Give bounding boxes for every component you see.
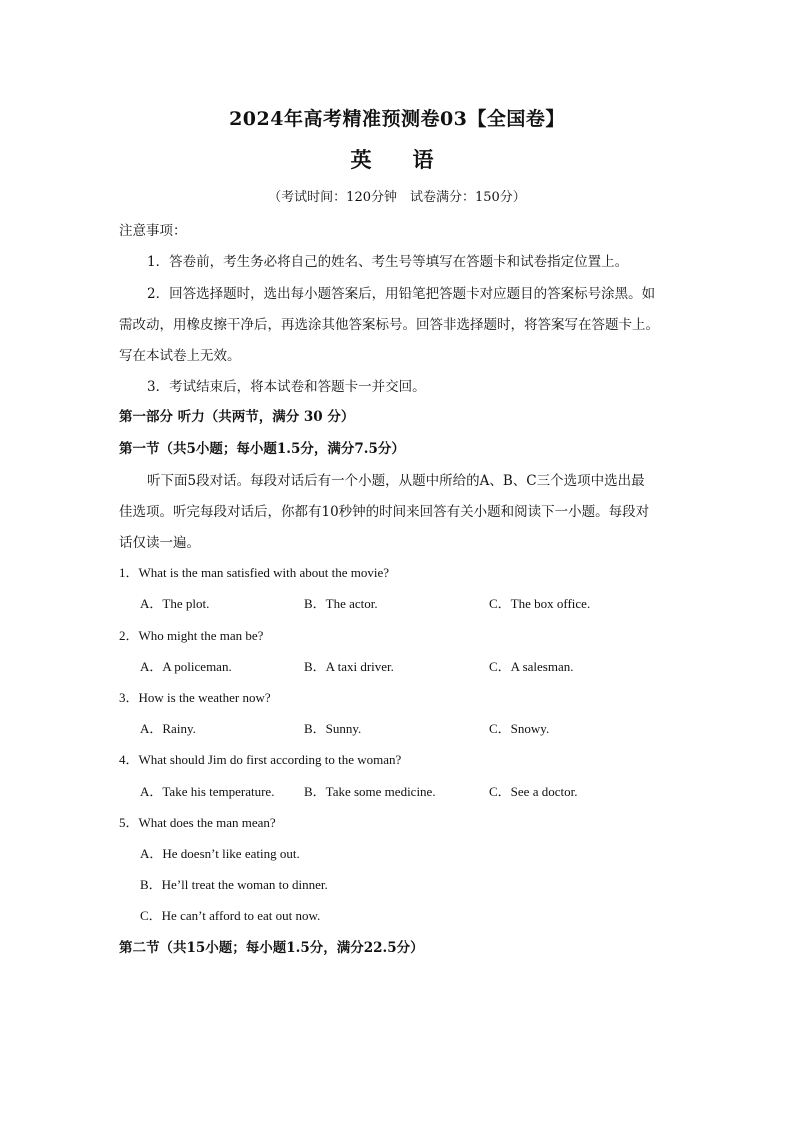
question-stem: 5．What does the man mean?: [119, 815, 276, 830]
note-item-1: 1．答卷前，考生务必将自己的姓名、考生号等填写在答题卡和试卷指定位置上。: [147, 254, 629, 270]
section1-heading: 第一节（共5小题；每小题1.5分，满分7.5分）: [119, 441, 405, 457]
option-a: A．Rainy.: [140, 721, 196, 736]
exam-info: （考试时间：120分钟 试卷满分：150分）: [268, 190, 526, 205]
subject-title: 英 语: [350, 147, 444, 172]
option-c: C．He can’t afford to eat out now.: [140, 908, 321, 923]
note-item-2-line-3: 写在本试卷上无效。: [119, 348, 241, 364]
option-b: B．A taxi driver.: [304, 659, 394, 674]
section2-heading: 第二节（共15小题；每小题1.5分，满分22.5分）: [119, 940, 424, 956]
option-c: C．A salesman.: [489, 659, 574, 674]
option-b: B．Sunny.: [304, 721, 362, 736]
question-stem: 1．What is the man satisfied with about the movie?: [119, 565, 390, 580]
instructions-line-2: 佳选项。听完每段对话后，你都有10秒钟的时间来回答有关小题和阅读下一小题。每段对: [119, 504, 650, 520]
option-a: A．Take his temperature.: [140, 784, 275, 799]
part1-heading: 第一部分 听力（共两节，满分 30 分）: [119, 409, 355, 425]
option-a: A．A policeman.: [140, 659, 232, 674]
question-stem: 2．Who might the man be?: [119, 628, 264, 643]
option-b: B．He’ll treat the woman to dinner.: [140, 877, 328, 892]
option-c: C．Snowy.: [489, 721, 550, 736]
option-c: C．The box office.: [489, 596, 591, 611]
exam-title: 2024年高考精准预测卷03【全国卷】: [229, 108, 565, 130]
option-b: B．Take some medicine.: [304, 784, 436, 799]
question-stem: 4．What should Jim do first according to the woman?: [119, 752, 402, 767]
option-a: A．The plot.: [140, 596, 210, 611]
option-b: B．The actor.: [304, 596, 378, 611]
note-item-2-line-2: 需改动，用橡皮擦干净后，再选涂其他答案标号。回答非选择题时，将答案写在答题卡上。: [119, 317, 659, 333]
option-c: C．See a doctor.: [489, 784, 578, 799]
instructions-line-3: 话仅读一遍。: [119, 535, 200, 551]
option-a: A．He doesn’t like eating out.: [140, 846, 300, 861]
note-item-2-line-1: 2．回答选择题时，选出每小题答案后，用铅笔把答题卡对应题目的答案标号涂黑。如: [147, 286, 656, 302]
question-stem: 3．How is the weather now?: [119, 690, 271, 705]
note-item-3: 3．考试结束后，将本试卷和答题卡一并交回。: [147, 379, 426, 395]
instructions-line-1: 听下面5段对话。每段对话后有一个小题，从题中所给的A、B、C三个选项中选出最: [147, 473, 645, 489]
notes-heading: 注意事项：: [119, 223, 187, 239]
